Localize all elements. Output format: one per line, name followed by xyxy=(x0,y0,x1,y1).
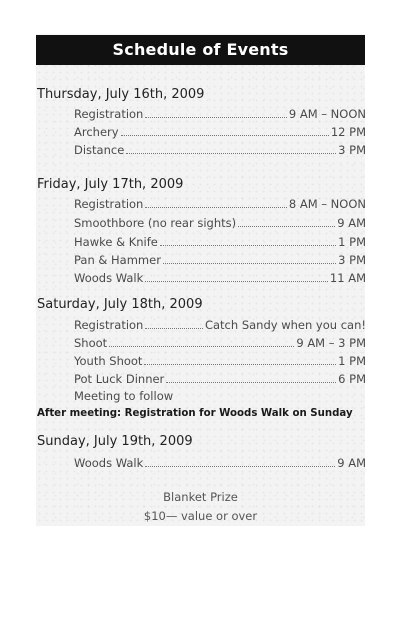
event-label: Woods Walk xyxy=(74,271,144,285)
event-label: Youth Shoot xyxy=(74,354,143,368)
event-label: Woods Walk xyxy=(74,456,144,470)
event-time: 11 AM xyxy=(329,271,366,285)
schedule-sheet xyxy=(36,34,365,526)
dot-leader xyxy=(145,207,287,208)
event-label: Archery xyxy=(74,125,119,139)
event-row xyxy=(74,334,366,350)
dot-leader xyxy=(163,263,336,264)
dot-leader xyxy=(126,153,336,154)
event-label: Pot Luck Dinner xyxy=(74,372,165,386)
event-time: 6 PM xyxy=(338,372,366,386)
dot-leader xyxy=(145,466,335,467)
event-label: Hawke & Knife xyxy=(74,235,158,249)
event-time: 1 PM xyxy=(338,354,366,368)
meeting-text: Meeting to follow xyxy=(74,389,174,403)
dot-leader xyxy=(145,328,203,329)
prize-value: $10— value or over xyxy=(143,509,258,523)
event-time: Catch Sandy when you can! xyxy=(204,318,366,332)
event-row xyxy=(74,352,366,368)
event-label: Registration xyxy=(74,107,144,121)
day-heading-saturday: Saturday, July 18th, 2009 xyxy=(37,297,203,312)
dot-leader xyxy=(121,135,329,136)
event-row xyxy=(74,233,366,249)
registration-note: After meeting: Registration for Woods Walk on Sunday xyxy=(37,408,353,419)
event-time: 8 AM – NOON xyxy=(288,197,366,211)
dot-leader xyxy=(109,346,294,347)
day-heading-friday: Friday, July 17th, 2009 xyxy=(37,177,184,192)
event-row xyxy=(74,316,366,332)
dot-leader xyxy=(144,364,336,365)
dot-leader xyxy=(145,117,287,118)
event-row xyxy=(74,251,366,267)
dot-leader xyxy=(166,382,336,383)
event-time: 9 AM – NOON xyxy=(288,107,366,121)
page-title: Schedule of Events xyxy=(36,35,365,65)
event-row xyxy=(74,269,366,285)
dot-leader xyxy=(160,245,336,246)
event-label: Pan & Hammer xyxy=(74,253,161,267)
event-time: 3 PM xyxy=(338,143,366,157)
event-time: 9 AM xyxy=(337,216,366,230)
dot-leader xyxy=(238,226,335,227)
event-label: Shoot xyxy=(74,336,108,350)
event-row xyxy=(74,454,366,470)
event-time: 1 PM xyxy=(338,235,366,249)
day-heading-thursday: Thursday, July 16th, 2009 xyxy=(37,87,205,102)
event-time: 9 AM xyxy=(337,456,366,470)
event-row xyxy=(74,141,366,157)
event-time: 12 PM xyxy=(330,125,366,139)
event-row xyxy=(74,370,366,386)
event-label: Registration xyxy=(74,318,144,332)
event-row xyxy=(74,105,366,121)
prize-title: Blanket Prize xyxy=(163,490,238,504)
event-label: Distance xyxy=(74,143,125,157)
event-label: Registration xyxy=(74,197,144,211)
event-row xyxy=(74,214,366,230)
event-time: 3 PM xyxy=(338,253,366,267)
event-row xyxy=(74,195,366,211)
dot-leader xyxy=(145,281,328,282)
event-label: Smoothbore (no rear sights) xyxy=(74,216,237,230)
event-row xyxy=(74,123,366,139)
day-heading-sunday: Sunday, July 19th, 2009 xyxy=(37,434,193,449)
event-time: 9 AM – 3 PM xyxy=(296,336,366,350)
